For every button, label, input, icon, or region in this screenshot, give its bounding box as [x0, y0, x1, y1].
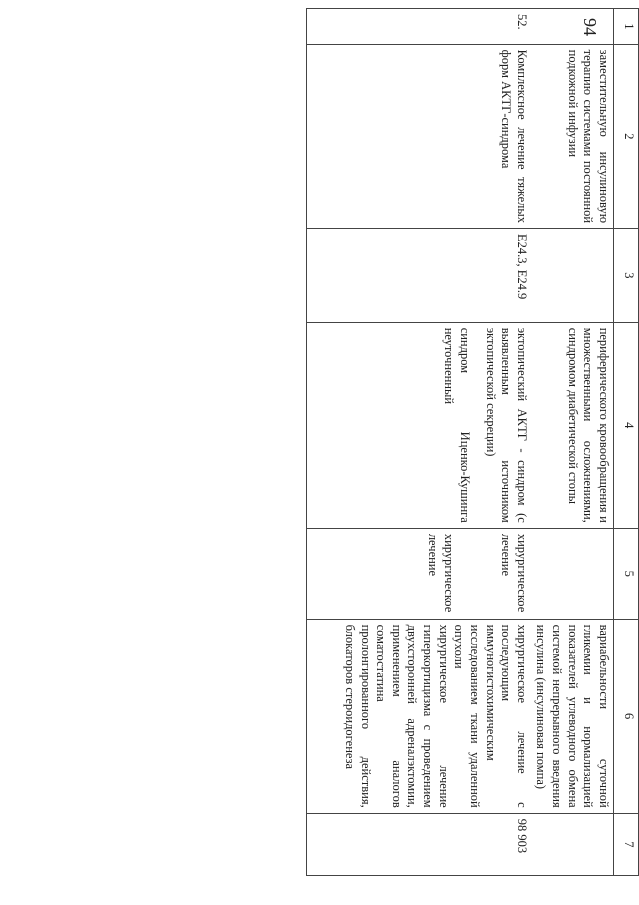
col-number-1: 1 [614, 9, 639, 45]
care-type-name: Комплексное лечение тяжелых форм АКТГ-синдрома [306, 44, 531, 228]
treatment-type-a: хирургическое лечение [499, 533, 529, 613]
col-number-2: 2 [614, 44, 639, 228]
treatment-type-cell [306, 528, 531, 619]
cost-cell [531, 813, 614, 875]
treatment-method-a: хирургическое лечение с последующим иммуногистохимическим исследованием ткани удаленной опухоли [452, 624, 529, 808]
icd-codes: E24.3, E24.9 [306, 229, 531, 323]
page-number: 94 [580, 18, 600, 36]
patient-model-cell [306, 322, 531, 528]
patient-model-b: синдром Иценко-Кушинга неуточненный [442, 327, 472, 523]
treatment-method: вариабельности суточной гликемии и нормализацией показателей углеводного обмена системой непрерывного введения инсулина (инсулиновая помпа) [531, 619, 614, 813]
column-number-row [614, 9, 639, 876]
cost-cell: 98 903 [306, 813, 531, 875]
rotated-table-wrapper [115, 8, 639, 876]
treatment-method-cell [306, 619, 531, 813]
treatment-type-b: хирургическое лечение [426, 533, 456, 613]
col-number-3: 3 [614, 229, 639, 323]
treatment-method-b: хирургическое лечение гиперкортицизма с проведением двухсторонней адреналэктомии, применением аналогов соматостатина пролонгированного действия, блокаторов стероидогенеза [343, 624, 451, 808]
col-number-6: 6 [614, 619, 639, 813]
col-number-5: 5 [614, 528, 639, 619]
col-number-4: 4 [614, 322, 639, 528]
patient-model: периферического кровообращения и множественными осложнениями, синдромом диабетической стопы [531, 322, 614, 528]
table-row [306, 9, 531, 876]
row-number: 52. [306, 9, 531, 45]
col-number-7: 7 [614, 813, 639, 875]
row-number [531, 9, 614, 45]
medical-care-table [306, 8, 639, 876]
icd-codes [531, 229, 614, 323]
patient-model-a: эктопический АКТГ - синдром (с выявленным источником эктопической секреции) [483, 327, 529, 523]
care-type-name: заместительную инсулиновую терапию системами постоянной подкожной инфузии [531, 44, 614, 228]
table-row [531, 9, 614, 876]
treatment-type [531, 528, 614, 619]
